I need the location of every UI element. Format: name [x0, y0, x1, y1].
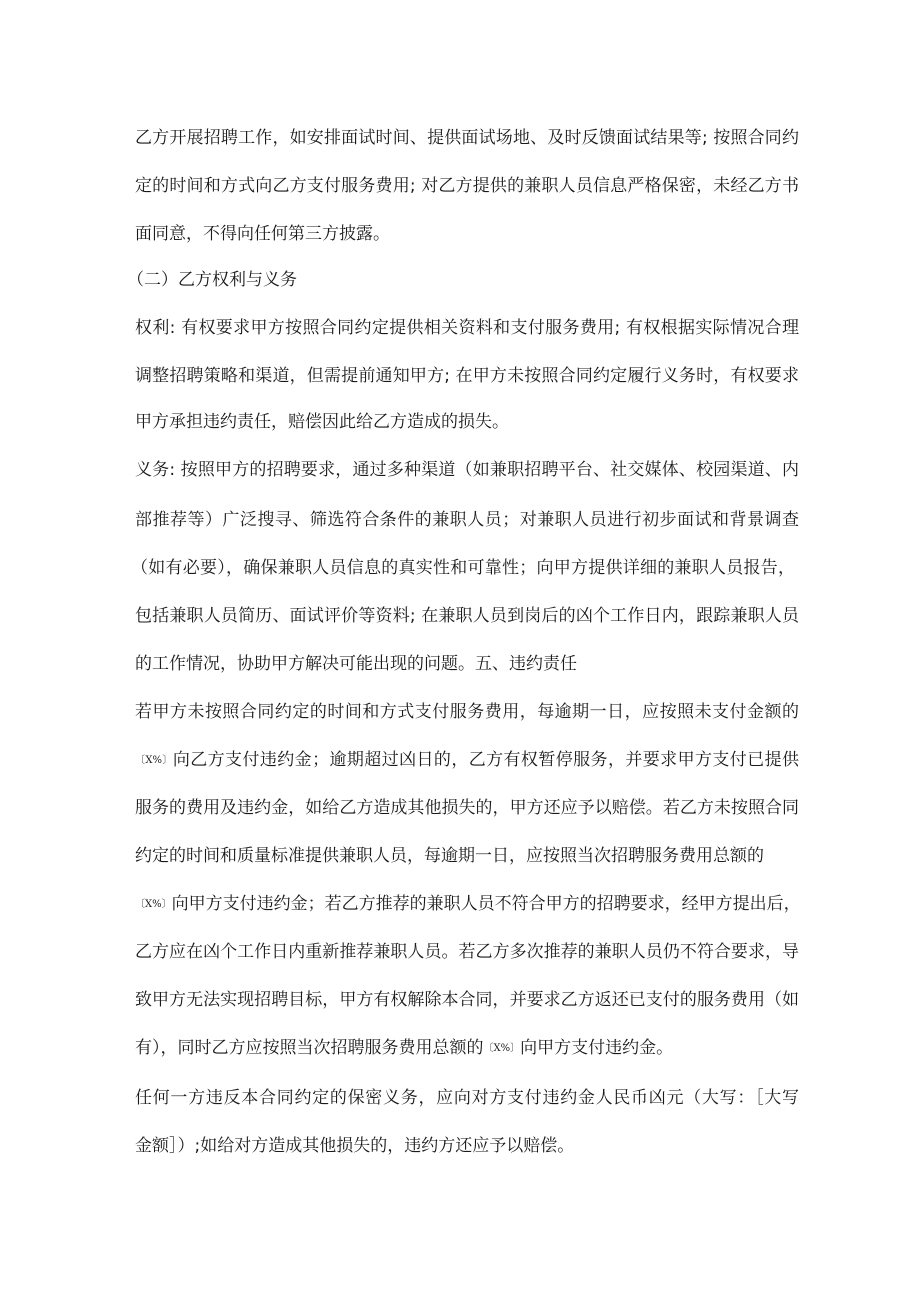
percent-placeholder: 〔X%〕: [135, 899, 172, 910]
text-line: 金额］）;如给对方造成其他损失的，违约方还应予以赔偿。: [135, 1136, 575, 1156]
text-line: 面同意，不得向任何第三方披露。: [135, 224, 390, 244]
percent-placeholder: 〔X%〕: [483, 1043, 521, 1054]
text-line: 服务的费用及违约金，如给乙方造成其他损失的，甲方还应予以赔偿。若乙方未按照合同: [135, 798, 799, 818]
section-heading: （二）乙方权利与义务: [127, 270, 297, 290]
text-line: 义务: 按照甲方的招聘要求，通过多种渠道（如兼职招聘平台、社交媒体、校园渠道、内: [135, 460, 799, 480]
text-line: 定的时间和方式向乙方支付服务费用; 对乙方提供的兼职人员信息严格保密，未经乙方书: [135, 176, 799, 196]
text-line: 乙方应在凶个工作日内重新推荐兼职人员。若乙方多次推荐的兼职人员仍不符合要求，导: [135, 942, 799, 962]
text-line: 约定的时间和质量标准提供兼职人员，每逾期一日，应按照当次招聘服务费用总额的: [135, 846, 764, 866]
text-line: 甲方承担违约责任，赔偿因此给乙方造成的损失。: [135, 412, 509, 432]
text-line: 乙方开展招聘工作，如安排面试时间、提供面试场地、及时反馈面试结果等; 按照合同约: [135, 128, 799, 148]
text-fragment: 有），同时乙方应按照当次招聘服务费用总额的: [135, 1038, 484, 1058]
percent-placeholder: 〔X%〕: [135, 755, 173, 766]
text-line: 包括兼职人员简历、面试评价等资料; 在兼职人员到岗后的凶个工作日内，跟踪兼职人员: [135, 606, 799, 626]
text-line: [135, 1036, 799, 1061]
text-fragment: 向甲方支付违约金；若乙方推荐的兼职人员不符合甲方的招聘要求，经甲方提出后，: [171, 894, 801, 914]
text-line: 若甲方未按照合同约定的时间和方式支付服务费用，每逾期一日，应按照未支付金额的: [135, 702, 799, 722]
text-line: 部推荐等）广泛搜寻、筛选符合条件的兼职人员；对兼职人员进行初步面试和背景调查: [135, 510, 799, 530]
text-line: 致甲方无法实现招聘目标，甲方有权解除本合同，并要求乙方返还已支付的服务费用（如: [135, 990, 799, 1010]
text-fragment: 向甲方支付违约金。: [520, 1038, 674, 1058]
text-line: [135, 892, 799, 917]
text-fragment: 向乙方支付违约金；逾期超过凶日的，乙方有权暂停服务，并要求甲方支付已提供: [172, 750, 800, 770]
text-line: 调整招聘策略和渠道，但需提前通知甲方; 在甲方未按照合同约定履行义务时，有权要求: [135, 366, 799, 386]
text-line: 权利: 有权要求甲方按照合同约定提供相关资料和支付服务费用; 有权根据实际情况合理: [135, 318, 799, 338]
text-line: [135, 748, 799, 773]
text-line: 的工作情况，协助甲方解决可能出现的问题。五、违约责任: [135, 654, 577, 674]
text-line: （如有必要），确保兼职人员信息的真实性和可靠性；向甲方提供详细的兼职人员报告，: [131, 558, 795, 578]
text-line: 任何一方违反本合同约定的保密义务，应向对方支付违约金人民币凶元（大写：［大写: [135, 1088, 799, 1108]
